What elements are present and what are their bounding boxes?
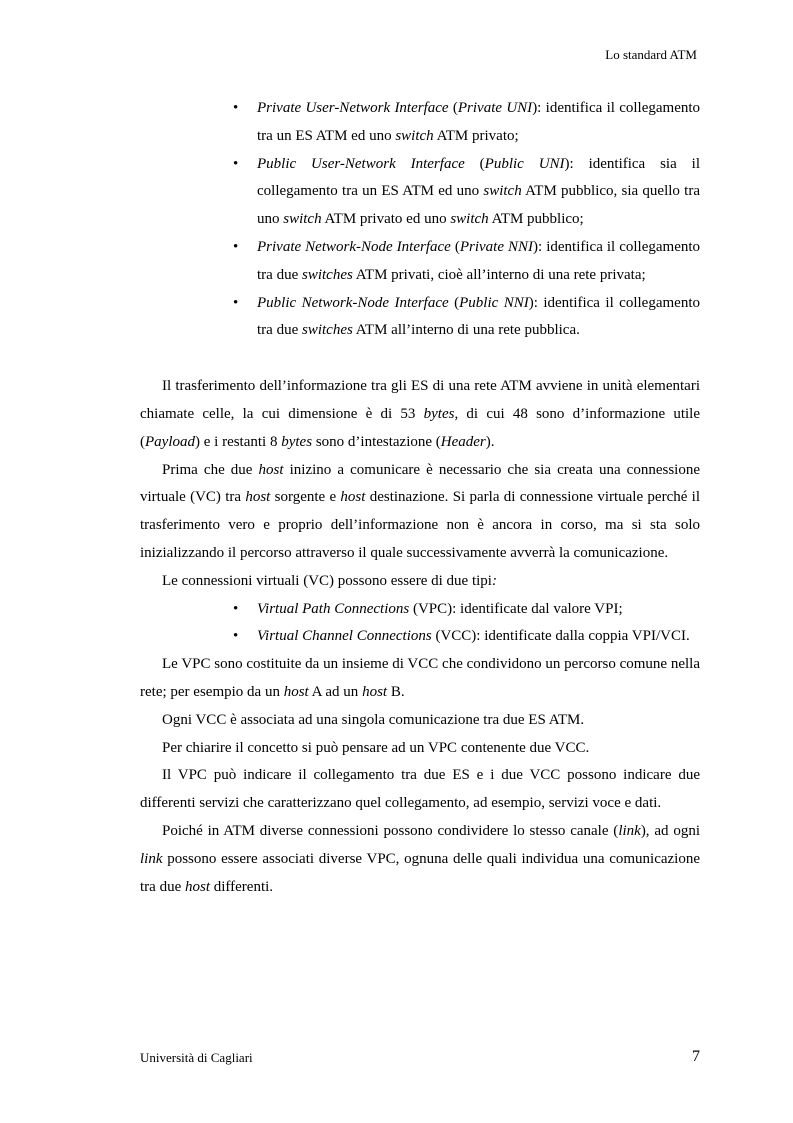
list-item: • Private User-Network Interface (Private UNI): identifica il collegamento tra un ES ATM ed uno switch ATM privato; <box>257 95 700 151</box>
list-item: • Private Network-Node Interface (Private NNI): identifica il collegamento tra due switches ATM privati, cioè all’interno di una rete privata; <box>257 234 700 290</box>
paragraph-services: Il VPC può indicare il collegamento tra due ES e i due VCC possono indicare due differenti servizi che caratterizzano quel collegamento, ad esempio, servizi voce e dati. <box>140 767 700 812</box>
running-header: Lo standard ATM <box>605 47 697 62</box>
list-item: • Public User-Network Interface (Public UNI): identifica sia il collegamento tra un ES ATM ed uno switch ATM pubblico, sia quello tra uno switch ATM privato ed uno switch ATM pubblico; <box>257 151 700 234</box>
list-item: • Virtual Channel Connections (VCC): identificate dalla coppia VPI/VCI. <box>257 623 700 651</box>
footer-university: Università di Cagliari <box>140 1050 253 1065</box>
page-number: 7 <box>692 1048 700 1065</box>
page-body <box>140 95 700 901</box>
paragraph-virtual-connection: Prima che due host inizino a comunicare è necessario che sia creata una connessione virtuale (VC) tra host sorgente e host destinazione. Si parla di connessione virtuale perché il trasferimento vero e proprio dell’informazione non è ancora in corso, ma si sta solo inizializzando il percorso attraverso il quale successivamente avverrà la comunicazione. <box>140 461 701 561</box>
paragraph-vc-types: Le connessioni virtuali (VC) possono essere di due tipi: <box>162 572 497 589</box>
connection-types-list <box>140 596 700 652</box>
paragraph-vpc: Le VPC sono costituite da un insieme di VCC che condividono un percorso comune nella rete; per esempio da un host A ad un host B. <box>140 656 700 700</box>
list-item: • Virtual Path Connections (VPC): identificate dal valore VPI; <box>257 596 700 624</box>
paragraph-vcc: Ogni VCC è associata ad una singola comunicazione tra due ES ATM. <box>162 711 585 728</box>
interface-list <box>140 95 700 345</box>
paragraph-link: Poiché in ATM diverse connessioni possono condividere lo stesso canale (link), ad ogni link possono essere associati diverse VPC, ognuna delle quali individua una comunicazione tra due host differenti. <box>140 822 700 895</box>
paragraph-concept: Per chiarire il concetto si può pensare ad un VPC contenente due VCC. <box>162 739 590 756</box>
list-item: • Public Network-Node Interface (Public NNI): identifica il collegamento tra due switches ATM all’interno di una rete pubblica. <box>257 290 700 346</box>
paragraph-cells: Il trasferimento dell’informazione tra gli ES di una rete ATM avviene in unità elementari chiamate celle, la cui dimensione è di 53 bytes, di cui 48 sono d’informazione utile (Payload) e i restanti 8 bytes sono d’intestazione (Header). <box>140 378 701 450</box>
